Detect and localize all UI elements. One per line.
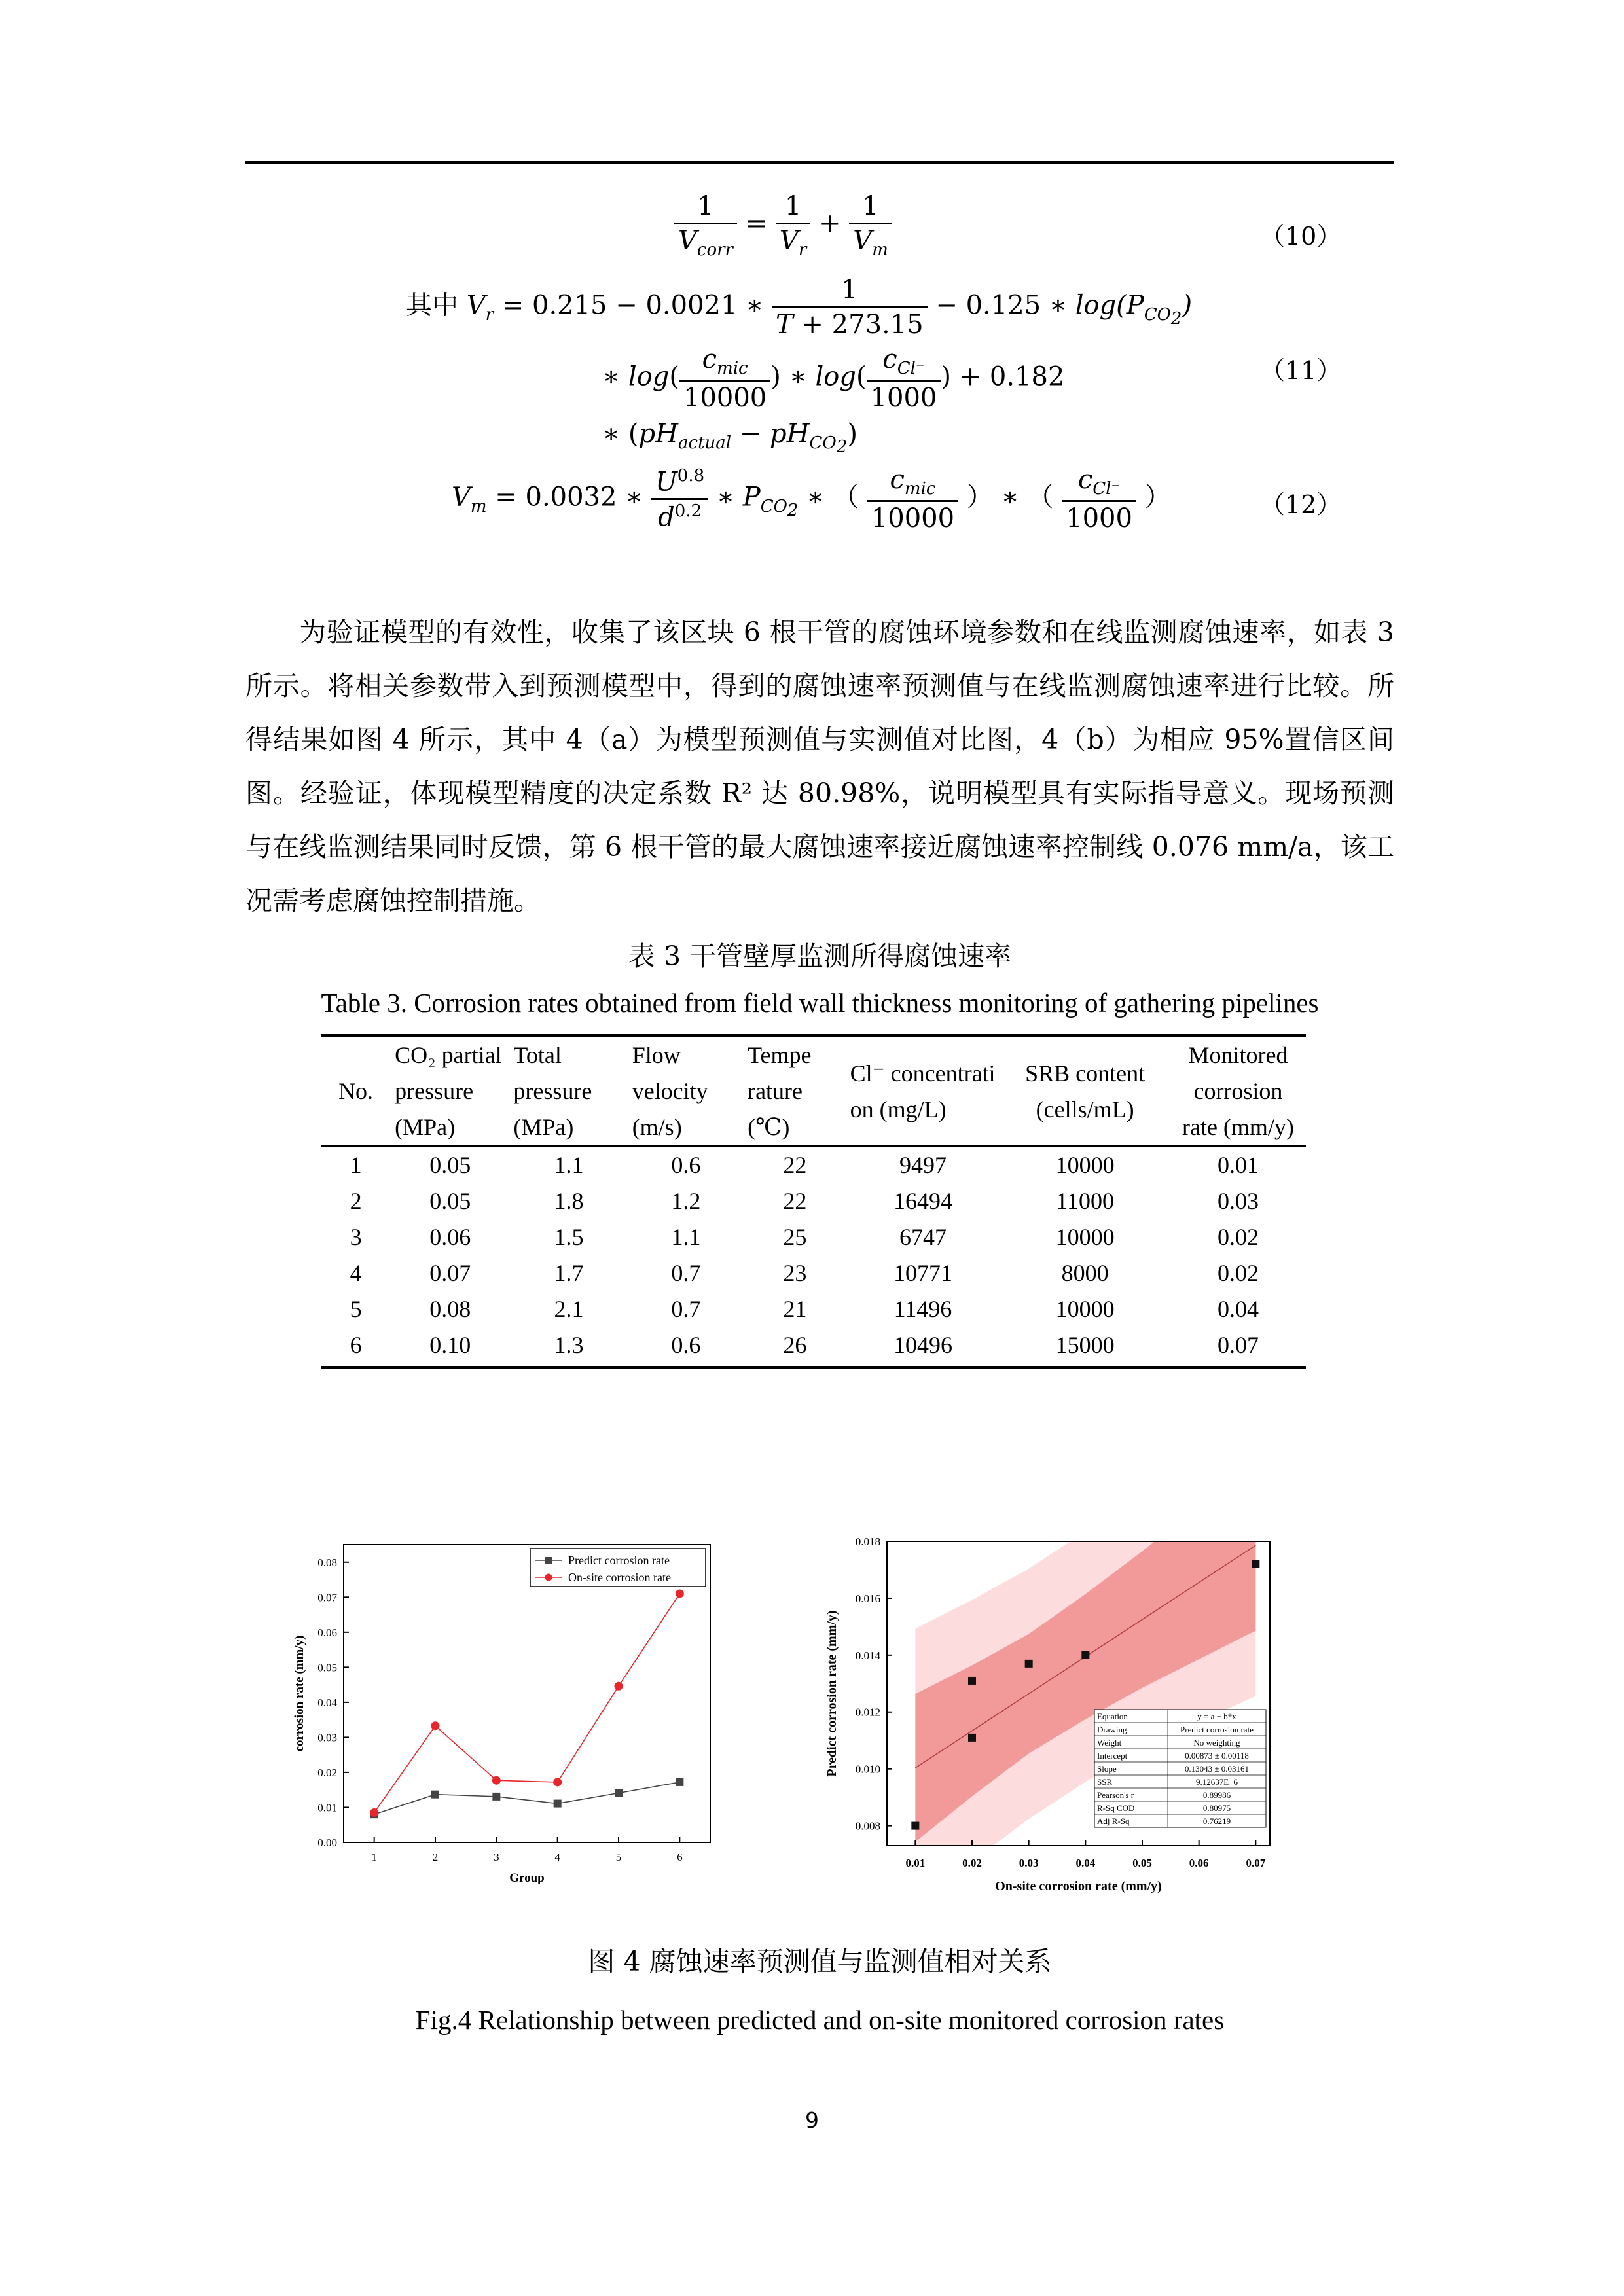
equation-11-line1: 其中 $V_r = 0.215 - 0.0021$ ∗ $\frac{1}{T + 273.15}$ − 0.125 ∗ $\log(P_{CO_2})$ [406, 275, 1193, 340]
y-tick-label: 0.05 [317, 1661, 337, 1674]
table3-header-row [321, 1036, 1306, 1147]
data-point [554, 1800, 562, 1808]
data-point [492, 1776, 501, 1785]
cell-total-pressure: 1.3 [509, 1327, 628, 1368]
equation-11-line3: ∗ $(pH_{actual} - pH_{CO_2})$ [602, 419, 857, 457]
figure4-caption-cn: 图 4 腐蚀速率预测值与监测值相对关系 [588, 1946, 1052, 1977]
cell-temp: 26 [744, 1327, 846, 1368]
cell-no: 1 [350, 1152, 362, 1178]
cell-cl: 9497 [899, 1152, 947, 1178]
header-temperature: Tempe rature (℃) [744, 1036, 846, 1147]
x-tick-label: 0.03 [1019, 1857, 1039, 1869]
cell-co2: 0.10 [391, 1327, 509, 1368]
cell-flow: 1.2 [671, 1188, 701, 1214]
cell-co2: 0.05 [429, 1152, 471, 1178]
y-tick-label: 0.08 [317, 1556, 337, 1569]
series-line [374, 1782, 680, 1814]
table-row [321, 1147, 1306, 1184]
cell-srb: 10000 [1055, 1296, 1115, 1322]
header-total-pressure: Total pressure (MPa) [509, 1036, 628, 1147]
stats-value: No weighting [1193, 1738, 1240, 1748]
y-tick-label: 0.010 [855, 1763, 880, 1776]
x-tick-label: 6 [677, 1851, 683, 1863]
data-point [553, 1778, 562, 1786]
cell-cl: 6747 [899, 1224, 947, 1250]
stats-value: 9.12637E−6 [1195, 1777, 1238, 1787]
cell-rate: 0.02 [1217, 1224, 1259, 1250]
table-row [321, 1219, 1306, 1255]
y-axis-label: corrosion rate (mm/y) [293, 1635, 306, 1752]
cell-no: 6 [321, 1327, 391, 1368]
data-point [492, 1793, 500, 1801]
equation-12-number: （12） [1260, 490, 1342, 519]
data-point [968, 1677, 976, 1685]
table3-caption-en: Table 3. Corrosion rates obtained from field wall thickness monitoring of gathering pipelines [321, 988, 1319, 1018]
x-tick-label: 2 [432, 1851, 439, 1863]
figure4a-line-chart [281, 1532, 740, 1898]
legend-label: Predict corrosion rate [568, 1554, 670, 1567]
x-tick-label: 0.05 [1132, 1857, 1152, 1869]
stats-key: Adj R-Sq [1097, 1816, 1130, 1826]
y-tick-label: 0.014 [855, 1649, 880, 1662]
cell-cl: 11496 [893, 1296, 952, 1322]
equation-10: $\frac{1}{V_{corr}}$ = $\frac{1}{V_r}$ + $\frac{1}{V_m}$ [674, 191, 892, 260]
data-point [1252, 1560, 1259, 1568]
equation-11-prefix: 其中 [406, 290, 458, 321]
figure4-caption-en: Fig.4 Relationship between predicted and on-site monitored corrosion rates [415, 2005, 1225, 2035]
cell-total-pressure: 1.7 [554, 1260, 584, 1286]
y-tick-label: 0.008 [855, 1820, 880, 1833]
stats-key: R-Sq COD [1097, 1803, 1135, 1813]
cell-srb: 8000 [1061, 1260, 1109, 1286]
y-tick-label: 0.03 [317, 1731, 337, 1744]
legend-label: On-site corrosion rate [568, 1571, 671, 1584]
y-tick-label: 0.04 [317, 1696, 337, 1709]
y-tick-label: 0.01 [317, 1801, 337, 1814]
cell-total-pressure: 1.1 [554, 1152, 584, 1178]
header-monitored-rate: Monitored corrosion rate (mm/y) [1170, 1036, 1306, 1147]
stats-key: SSR [1097, 1777, 1113, 1787]
stats-key: Pearson's r [1097, 1790, 1134, 1800]
data-point [968, 1734, 976, 1742]
stats-value: Predict corrosion rate [1180, 1725, 1254, 1734]
fit-stats-table [1094, 1710, 1266, 1827]
stats-key: Drawing [1097, 1725, 1127, 1734]
table3-caption-cn: 表 3 干管壁厚监测所得腐蚀速率 [628, 941, 1012, 972]
stats-value: y = a + b*x [1197, 1712, 1236, 1721]
x-tick-label: 3 [494, 1851, 499, 1863]
data-point [615, 1682, 623, 1691]
cell-srb: 11000 [1056, 1188, 1114, 1214]
stats-key: Slope [1097, 1764, 1117, 1774]
table-row [321, 1183, 1306, 1219]
x-axis-label: Group [509, 1871, 545, 1885]
header-srb-content: SRB content (cells/mL) [1000, 1036, 1170, 1147]
equation-12: $V_m = 0.0032$ ∗ $\frac{U^{0.8}}{d^{0.2}}$ ∗ $P_{CO_2}$ ∗ （ $\frac{c_{mic}}{10000}$ ） ∗ （ $\frac{c_{Cl^-}}{1000}$ ） [452, 465, 1171, 533]
cell-flow: 0.6 [671, 1152, 701, 1178]
cell-flow: 0.7 [671, 1296, 701, 1322]
data-point [911, 1822, 919, 1830]
stats-key: Weight [1097, 1738, 1122, 1748]
cell-no: 2 [350, 1188, 362, 1214]
cell-co2: 0.08 [429, 1296, 471, 1322]
x-tick-label: 0.01 [905, 1857, 926, 1869]
cell-srb: 10000 [1055, 1152, 1115, 1178]
x-tick-label: 1 [371, 1851, 377, 1863]
cell-temp: 23 [783, 1260, 807, 1286]
stats-value: 0.80975 [1202, 1803, 1231, 1813]
stats-key: Intercept [1097, 1751, 1128, 1761]
paragraph-text: 为验证模型的有效性，收集了该区块 6 根干管的腐蚀环境参数和在线监测腐蚀速率，如表 3 所示。将相关参数带入到预测模型中，得到的腐蚀速率预测值与在线监测腐蚀速率进行比较。所得结果如图 4 所示，其中 4（a）为模型预测值与实测值对比图，4（b）为相应 95%置信区间图。经验证，体现模型精度的决定系数 R² 达 80.98%，说明模型具有实际指导意义。现场预测与在线监测结果同时反馈，第 6 根干管的最大腐蚀速率接近腐蚀速率控制线 0.076 mm/a，该工况需考虑腐蚀控制措施。 [245, 617, 1394, 916]
header-co2-partial-pressure: CO₂ partial pressure (MPa) [391, 1036, 509, 1147]
cell-total-pressure: 1.5 [554, 1224, 584, 1250]
body-paragraph [245, 605, 1394, 927]
figure4b-scatter-chart [805, 1525, 1303, 1911]
x-tick-label: 4 [554, 1851, 560, 1863]
cell-srb: 10000 [1055, 1224, 1115, 1250]
header-flow-velocity: Flow velocity (m/s) [628, 1036, 744, 1147]
cell-temp: 22 [783, 1188, 807, 1214]
data-point [431, 1721, 440, 1730]
data-point [615, 1789, 623, 1797]
y-tick-label: 0.06 [317, 1626, 337, 1639]
cell-no: 5 [350, 1296, 362, 1322]
stats-value: 0.13043 ± 0.03161 [1184, 1764, 1250, 1774]
cell-no: 4 [350, 1260, 362, 1286]
table-row [321, 1327, 1306, 1368]
y-tick-label: 0.02 [317, 1766, 337, 1779]
x-tick-label: 0.06 [1189, 1857, 1209, 1869]
cell-cl: 10496 [846, 1327, 1000, 1368]
cell-flow: 0.6 [628, 1327, 744, 1368]
header-rule [245, 161, 1394, 164]
cell-co2: 0.06 [429, 1224, 471, 1250]
y-tick-label: 0.016 [855, 1592, 880, 1605]
cell-co2: 0.07 [429, 1260, 471, 1286]
x-tick-label: 0.02 [962, 1857, 982, 1869]
data-point [1025, 1660, 1033, 1668]
y-tick-label: 0.07 [317, 1591, 337, 1604]
x-tick-label: 0.07 [1246, 1857, 1266, 1869]
y-axis-label: Predict corrosion rate (mm/y) [825, 1610, 839, 1777]
y-tick-label: 0.00 [317, 1837, 337, 1849]
header-no: No. [321, 1036, 391, 1147]
table3 [321, 1034, 1306, 1369]
legend-marker [545, 1557, 552, 1564]
cell-srb: 15000 [1000, 1327, 1170, 1368]
stats-key: Equation [1097, 1712, 1128, 1721]
cell-total-pressure: 2.1 [554, 1296, 584, 1322]
data-point [1081, 1651, 1089, 1659]
cell-rate: 0.02 [1217, 1260, 1259, 1286]
cell-cl: 16494 [893, 1188, 952, 1214]
cell-temp: 22 [783, 1152, 807, 1178]
table-row [321, 1255, 1306, 1291]
header-cl-concentration: Cl⁻ concentrati on (mg/L) [846, 1036, 1000, 1147]
y-tick-label: 0.018 [855, 1535, 880, 1548]
equation-10-number: （10） [1260, 222, 1342, 251]
cell-rate: 0.04 [1217, 1296, 1259, 1322]
equation-11-number: （11） [1260, 356, 1342, 385]
stats-value: 0.76219 [1202, 1816, 1231, 1826]
cell-total-pressure: 1.8 [554, 1188, 584, 1214]
cell-co2: 0.05 [429, 1188, 471, 1214]
cell-cl: 10771 [893, 1260, 952, 1286]
x-tick-label: 5 [615, 1851, 622, 1863]
stats-value: 0.00873 ± 0.00118 [1185, 1751, 1249, 1761]
equation-11-line2: ∗ log( $\frac{c_{mic}}{10000}$ ) ∗ log( $\frac{c_{Cl^-}}{1000}$ ) + 0.182 [602, 344, 1065, 413]
cell-rate: 0.07 [1170, 1327, 1306, 1368]
x-tick-label: 0.04 [1075, 1857, 1096, 1869]
cell-flow: 1.1 [671, 1224, 701, 1250]
cell-temp: 21 [783, 1296, 807, 1322]
cell-no: 3 [350, 1224, 362, 1250]
data-point [370, 1808, 378, 1817]
cell-rate: 0.03 [1217, 1188, 1259, 1214]
data-point [676, 1589, 684, 1598]
cell-temp: 25 [783, 1224, 807, 1250]
series-line [374, 1594, 680, 1813]
x-axis-label: On-site corrosion rate (mm/y) [995, 1879, 1162, 1893]
page-number: 9 [805, 2108, 819, 2133]
data-point [676, 1778, 683, 1786]
stats-value: 0.89986 [1202, 1790, 1231, 1800]
y-tick-label: 0.012 [855, 1706, 880, 1719]
table-row [321, 1291, 1306, 1327]
cell-flow: 0.7 [671, 1260, 701, 1286]
cell-rate: 0.01 [1217, 1152, 1259, 1178]
legend-marker [545, 1574, 552, 1581]
data-point [431, 1791, 439, 1799]
plot-frame [344, 1545, 710, 1842]
